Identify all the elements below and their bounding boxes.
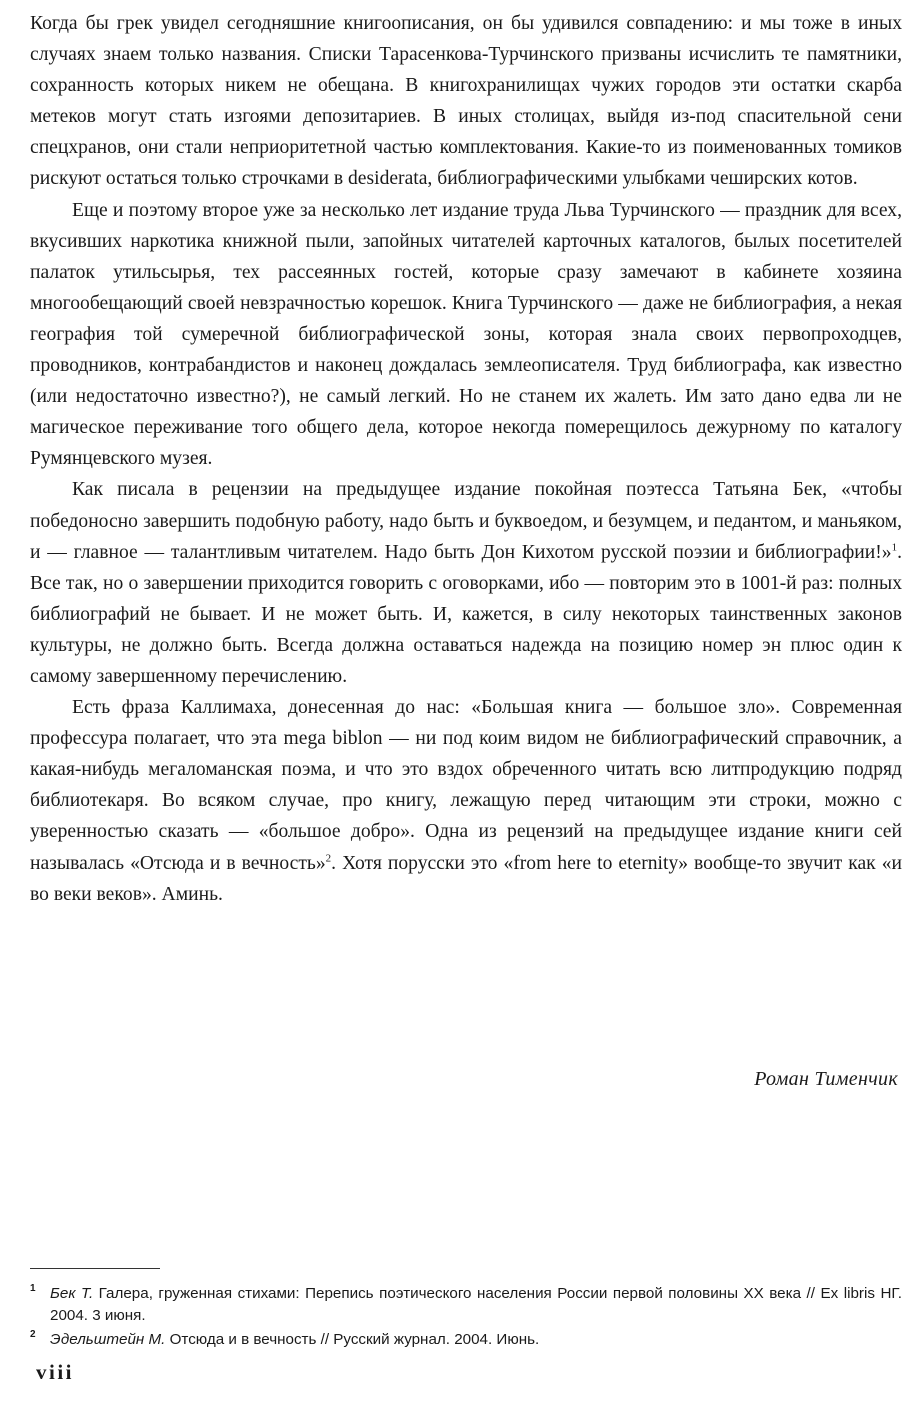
paragraph-2 xyxy=(30,195,902,475)
paragraph-4 xyxy=(30,692,902,910)
page-number: viii xyxy=(36,1360,75,1384)
author-signature: Роман Тименчик xyxy=(754,1068,898,1090)
footnote-2 xyxy=(30,1329,902,1351)
footnote-author: Бек Т. xyxy=(50,1285,94,1302)
footnote-text: Галера, груженная стихами: Перепись поэтического населения России первой половины XX века // Ex libris НГ. 2004. 3 июня. xyxy=(50,1285,903,1324)
main-text xyxy=(30,8,902,910)
footnote-ref-2[interactable]: 2 xyxy=(325,852,332,864)
footnote-text: Отсюда и в вечность // Русский журнал. 2004. Июнь. xyxy=(165,1331,540,1348)
paragraph-3 xyxy=(30,474,902,692)
footnote-mark: 2 xyxy=(30,1329,36,1340)
paragraph-4-text-a: Есть фраза Каллимаха, донесенная до нас: «Большая книга — большое зло». Современная профессура полагает, что эта mega biblon — ни под коим видом не библиографический справочник, а какая-нибудь мегаломанская поэма, и что это вздох обреченного читать всю литпродукцию подряд библиотекаря. Во всяком случае, про книгу, лежащую перед читающим эти строки, можно с уверенностью сказать — «большое добро». Одна из рецензий на предыдущее издание книги сей называлась «Отсюда и в вечность» xyxy=(30,697,902,874)
paragraph-2-text: Еще и поэтому второе уже за несколько лет издание труда Льва Турчинского — праздник для всех, вкусивших наркотика книжной пыли, запойных читателей карточных каталогов, былых посетителей палаток утильсырья, тех рассеянных гостей, которые сразу замечают в кабинете хозяина многообещающий своей невзрачностью корешок. Книга Турчинского — даже не библиография, а некая география той сумеречной библиографической зоны, которая знала своих первопроходцев, проводников, контрабандистов и наконец дождалась землеописателя. Труд библиографа, как известно (или недостаточно известно?), не самый легкий. Но не станем их жалеть. Им зато дано едва ли не магическое переживание того общего дела, которое некогда померещилось дежурному по каталогу Румянцевского музея. xyxy=(30,199,902,470)
footnote-mark: 1 xyxy=(30,1283,36,1294)
footnotes xyxy=(30,1283,902,1353)
footnote-divider xyxy=(30,1268,160,1269)
paragraph-4-text-b: . Хотя порусски это «from here to eternity» вообще-то звучит как «и во веки веков». Аминь. xyxy=(30,852,902,905)
footnote-ref-1[interactable]: 1 xyxy=(891,541,898,554)
paragraph-3-text-a: Как писала в рецензии на предыдущее издание покойная поэтесса Татьяна Бек, «чтобы победоносно завершить подобную работу, надо быть и буквоедом, и безумцем, и педантом, и маньяком, и — главное — талантливым читателем. Надо быть Дон Кихотом русской поэзии и библиографии!» xyxy=(30,479,902,563)
paragraph-1-text: Когда бы грек увидел сегодняшние книгоописания, он бы удивился совпадению: и мы тоже в иных случаях знаем только названия. Списки Тарасенкова-Турчинского призваны исчислить те памятники, сохранность которых никем не обещана. В книгохранилищах чужих городов эти остатки скарба метеков могут стать изгоями депозитариев. В иных столицах, выйдя из-под спасительной сени спецхранов, они стали неприоритетной частью комплектования. Какие-то из поименованных томиков рискуют остаться только строчками в desiderata, библиографическими улыбками чеширских котов. xyxy=(30,13,902,190)
footnote-1 xyxy=(30,1283,902,1327)
paragraph-3-text-b: . Все так, но о завершении приходится говорить с оговорками, ибо — повторим это в 1001-й раз: полных библиографий не бывает. И не может быть. И, кажется, в силу некоторых таинственных законов культуры, не должно быть. Всегда должна оставаться надежда на позицию номер эн плюс один к самому завершенному перечислению. xyxy=(30,541,902,687)
footnote-author: Эдельштейн М. xyxy=(50,1331,166,1348)
paragraph-1 xyxy=(30,8,902,195)
